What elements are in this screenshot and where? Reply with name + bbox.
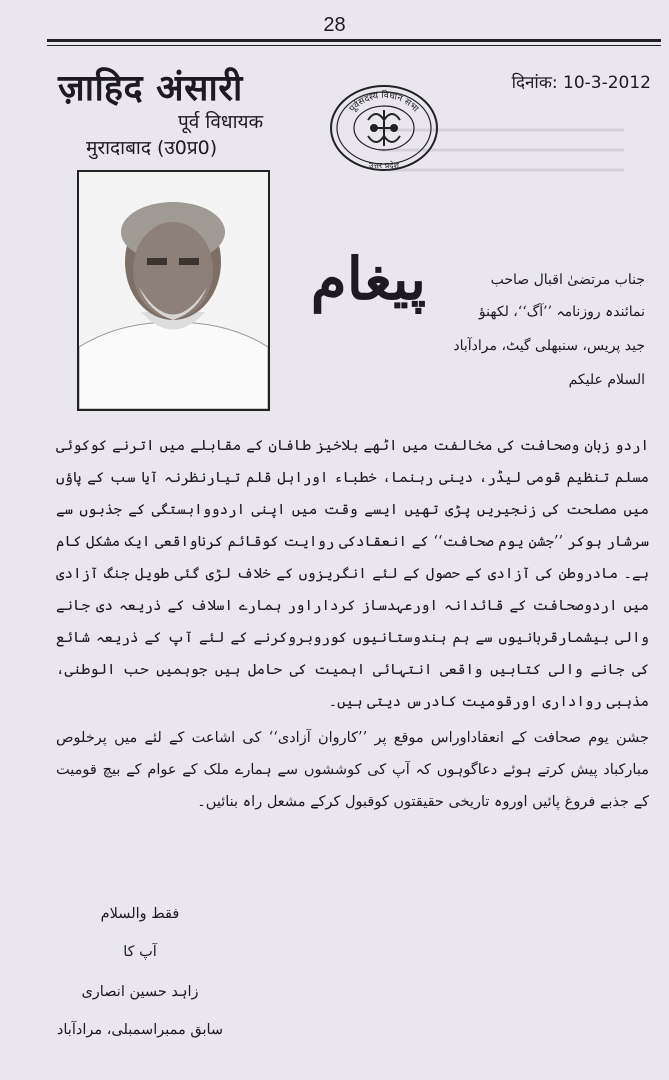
address-line-3: جید پریس، سنبھلی گیٹ، مرادآباد: [453, 338, 645, 354]
page-number: 28: [323, 14, 346, 36]
paragraph-2: جشن یوم صحافت کے انعقاداوراس موقع پر ’’کاروان آزادی‘‘ کی اشاعت کے لئے میں پرخلوص مبارکباد پیش کرتے ہوئے دعاگوہوں کہ آپ کی کوششوں سے ہمارے ملک کے عوام کے بیچ قومیت کے جذبے فروغ پائیں اوروہ تاریخی حقیقتوں کوقبول کرکے مشعل راہ بنائیں۔: [56, 730, 649, 810]
signature-title: سابق ممبراسمبلی، مرادآباد: [56, 1022, 224, 1038]
seal-top-text: पूर्वसदस्य विधान सभा: [347, 90, 421, 115]
address-line-2: نمائندہ روزنامہ ’’آگ‘‘، لکھنؤ: [478, 304, 645, 320]
assembly-seal-icon: [328, 82, 440, 172]
salutation: السلام علیکم: [568, 372, 645, 388]
letterhead-designation: पूर्व विधायक: [178, 111, 264, 133]
message-body: [56, 430, 649, 818]
message-title: پیغام: [310, 245, 426, 313]
header-rule: [47, 39, 661, 46]
letterhead-date: दिनांक: 10-3-2012: [511, 73, 651, 93]
letterhead-place: मुरादाबाद (उ0प्र0): [86, 137, 218, 159]
signature-name: زاہد حسین انصاری: [81, 984, 199, 1000]
letterhead-name: ज़ाहिद अंसारी: [58, 68, 243, 109]
address-line-1: جناب مرتضیٰ اقبال صاحب: [490, 272, 645, 288]
seal-bottom-text: उत्तर प्रदेश: [369, 161, 399, 170]
signature-yours: آپ کا: [123, 944, 157, 960]
portrait-photo: [77, 170, 270, 411]
signature-closing: فقط والسلام: [100, 906, 180, 922]
paragraph-1: اردو زبان وصحافت کی مخالفت میں اٹھے بلاخیز طافان کے مقابلے میں اترنے کوکوئی مسلم تنظیم قومی لیڈر، دینی رہنما، خطباء اوراہل قلم تیارنظرنہ آیا سب کے پاؤں میں مصلحت کی زنجیریں پڑی تھیں ایسے وقت میں اپنی اردووابستگی کے جذبوں سے سرشار ہوکر ’’جشن یوم صحافت‘‘ کے انعقادکی روایت کوقائم کرناواقعی ایک مشکل کام ہے۔ مادروطن کی آزادی کے حصول کے لئے انگریزوں کے خلاف لڑی گئی طویل جنگ آزادی میں اردوصحافت کے قائدانہ اورعہدساز کرداراور ہمارے اسلاف کے ذریعہ دی جانے والی بیشمارقربانیوں سے ہم ہندوستانیوں کوروبروکرنے کے لئے آپ کے ذریعہ شائع کی جانے والی کتابیں واقعی انتہائی اہمیت کی حامل ہیں جوہمیں حب الوطنی، مذہبی رواداری اورقومیت کادرس دیتی ہیں۔: [56, 438, 649, 710]
